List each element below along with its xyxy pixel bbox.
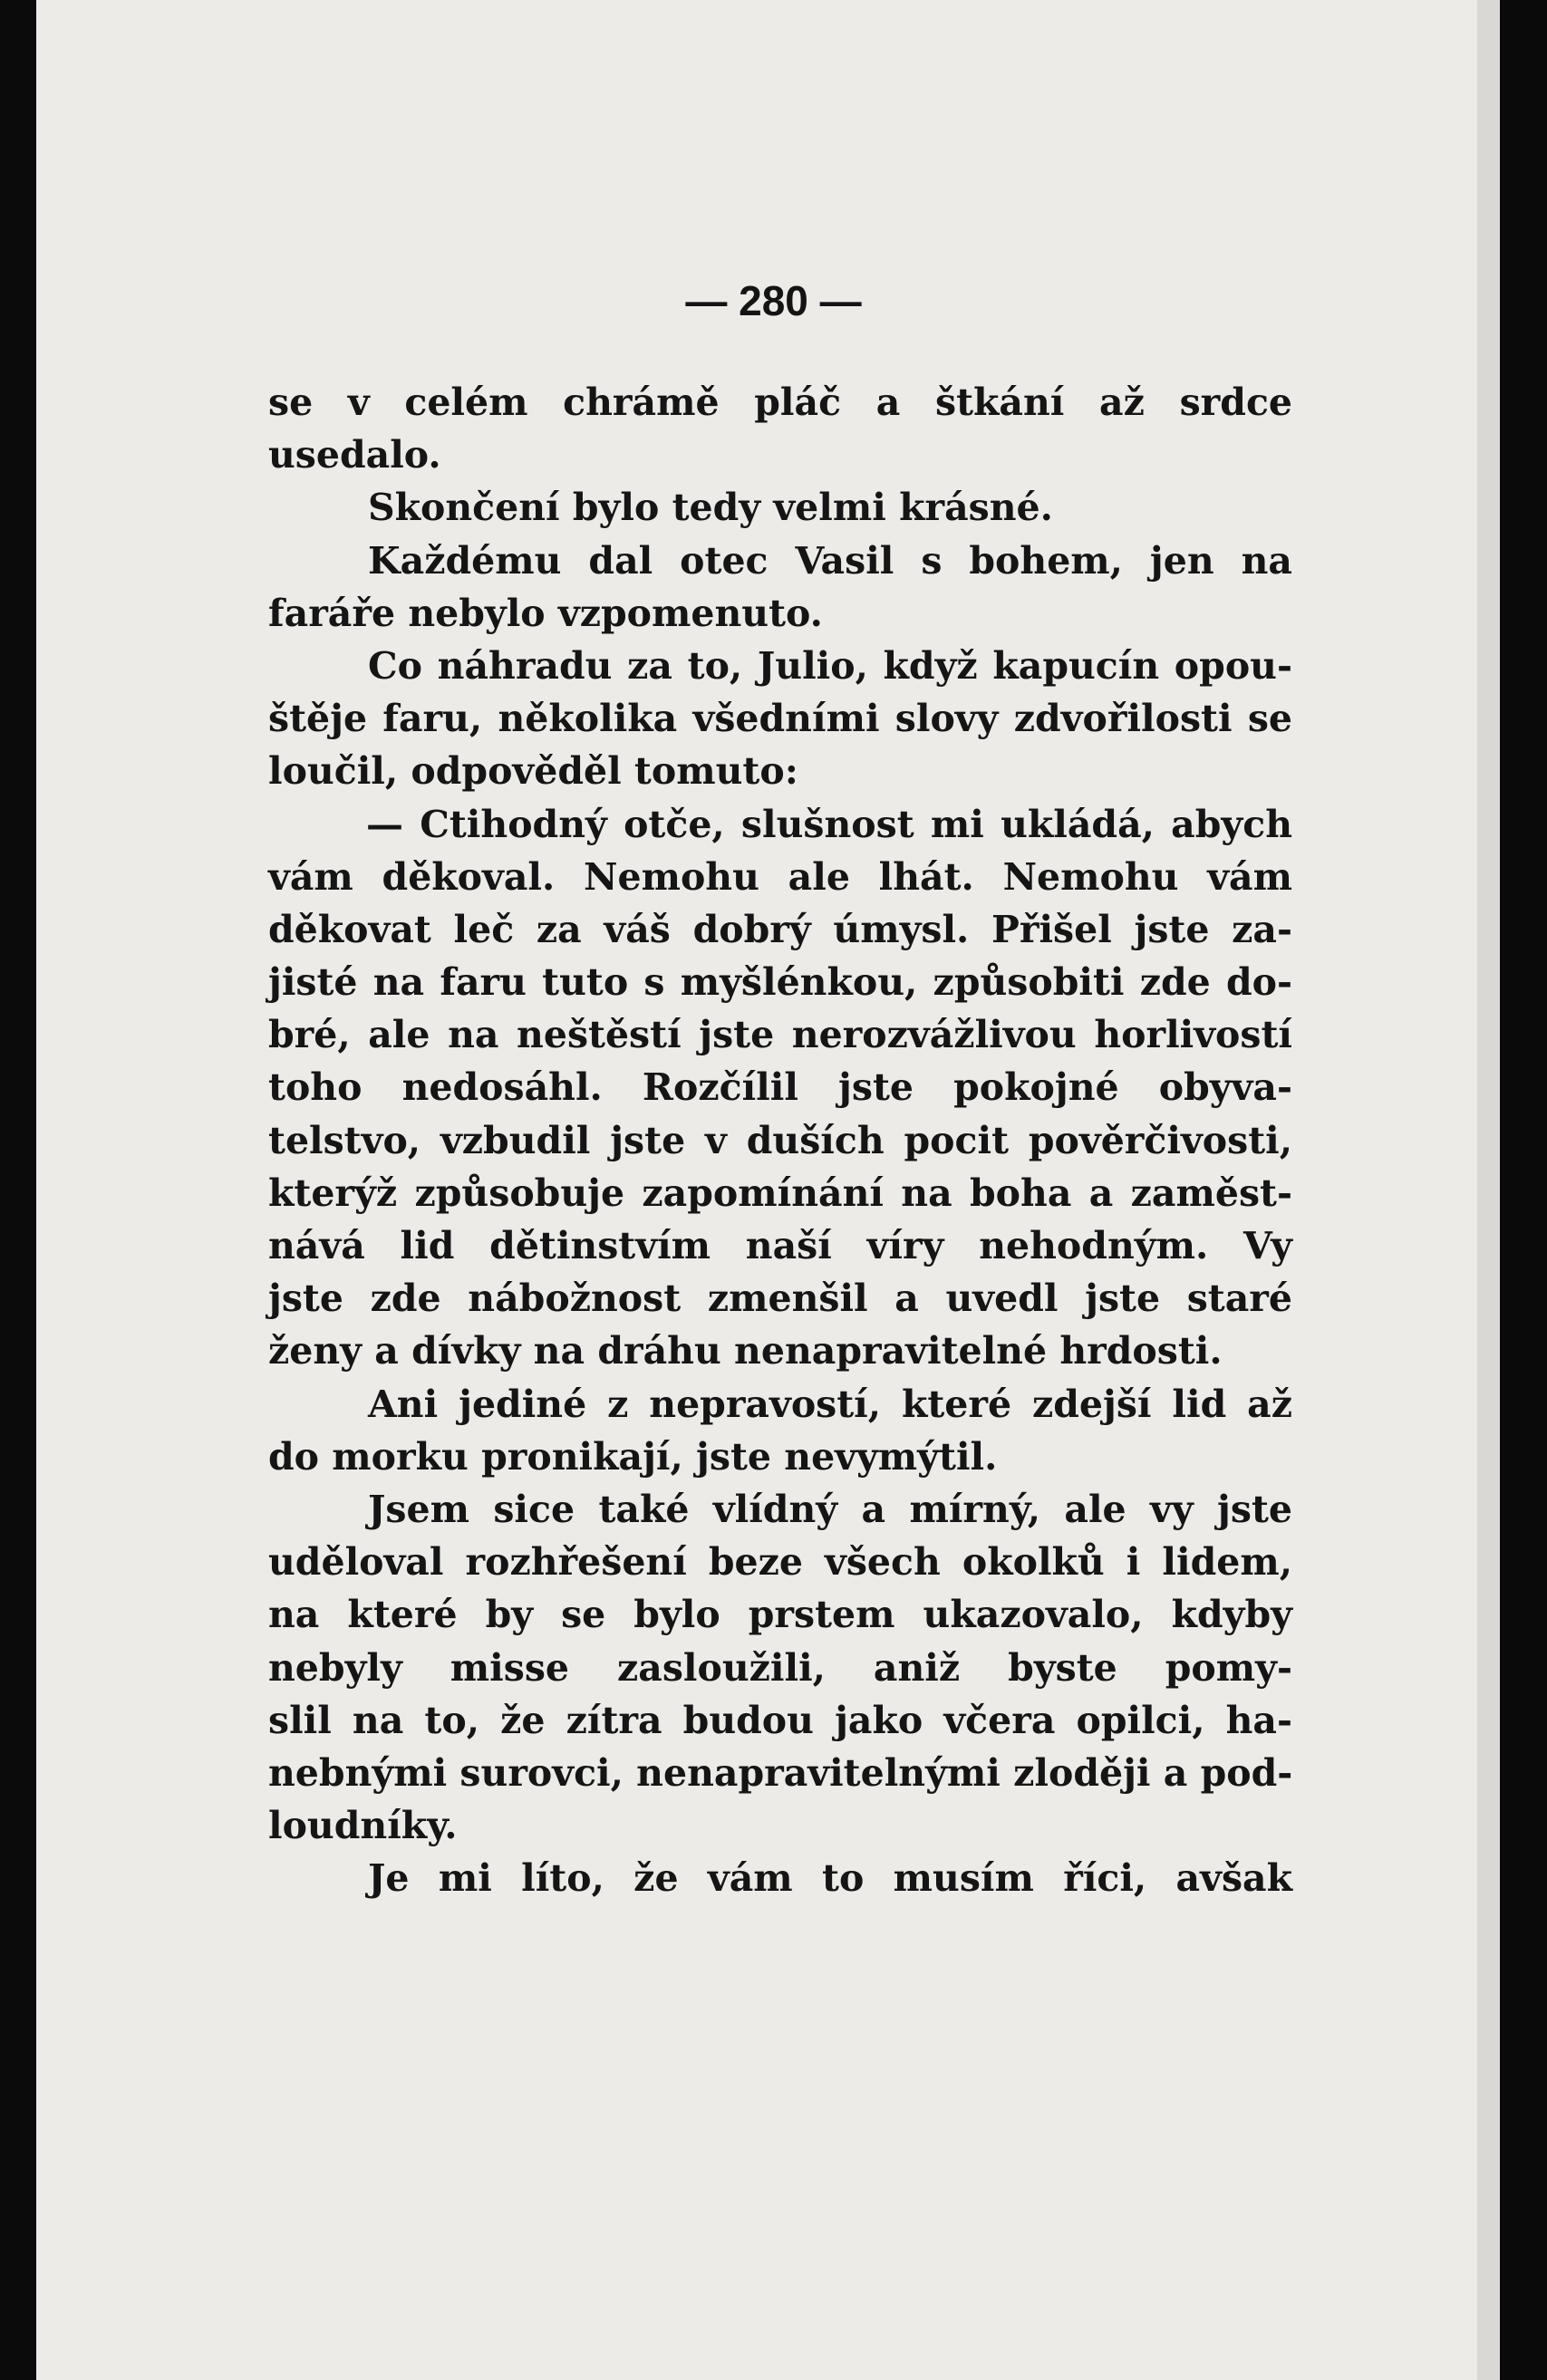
text-line: — Ctihodný otče, slušnost mi ukládá, abych: [366, 802, 1292, 846]
text-line: Co náhradu za to, Julio, když kapucín opou-: [368, 643, 1292, 688]
text-line: Jsem sice také vlídný a mírný, ale vy jste: [368, 1487, 1292, 1531]
text-line: Ani jediné z nepravostí, které zdejší lid až: [368, 1382, 1292, 1426]
text-line: Každému dal otec Vasil s bohem, jen na: [368, 538, 1292, 583]
text-line: loudníky.: [268, 1804, 458, 1848]
text-line: telstvo, vzbudil jste v duších pocit pověrčivosti,: [268, 1118, 1292, 1162]
text-line: nebnými surovci, nenapravitelnými zloději a pod-: [268, 1750, 1293, 1795]
text-line: jste zde nábožnost zmenšil a uvedl jste staré: [268, 1277, 1292, 1321]
text-line: nebyly misse zasloužili, aniž byste pomy-: [268, 1645, 1292, 1690]
text-line: děkovat leč za váš dobrý úmysl. Přišel jste za-: [268, 907, 1292, 951]
text-line: bré, ale na neštěstí jste nerozvážlivou horlivostí: [268, 1013, 1292, 1057]
text-line: štěje faru, několika všedními slovy zdvořilosti se: [268, 697, 1292, 741]
page-text: [268, 376, 1292, 1904]
text-line: slil na to, že zítra budou jako včera opilci, ha-: [268, 1698, 1292, 1742]
text-line: jisté na faru tuto s myšlénkou, způsobiti zde do-: [268, 960, 1292, 1005]
text-line: na které by se bylo prstem ukazovalo, kdyby: [268, 1593, 1292, 1637]
text-line: do morku pronikají, jste nevymýtil.: [268, 1434, 998, 1479]
text-line: kterýž způsobuje zapomínání na boha a zaměst-: [268, 1171, 1292, 1215]
text-line: loučil, odpověděl tomuto:: [268, 749, 798, 794]
scan-border: [1500, 0, 1547, 2380]
text-line: se v celém chrámě pláč a štkání až srdce: [268, 381, 1292, 424]
text-line: usedalo.: [268, 433, 441, 477]
text-line: faráře nebylo vzpomenuto.: [268, 591, 823, 635]
text-line: Skončení bylo tedy velmi krásné.: [368, 486, 1053, 530]
page-edge-strip: [1477, 0, 1500, 2380]
text-line: nává lid dětinstvím naší víry nehodným. Vy: [268, 1224, 1292, 1267]
text-line: ženy a dívky na dráhu nenapravitelné hrdosti.: [268, 1329, 1223, 1373]
text-line: uděloval rozhřešení beze všech okolků i lidem,: [268, 1540, 1292, 1585]
text-line: Je mi líto, že vám to musím říci, avšak: [368, 1856, 1292, 1901]
text-line: vám děkoval. Nemohu ale lhát. Nemohu vám: [268, 854, 1292, 899]
page-number: — 280 —: [685, 277, 862, 324]
text-line: toho nedosáhl. Rozčílil jste pokojné obyva-: [268, 1065, 1292, 1110]
